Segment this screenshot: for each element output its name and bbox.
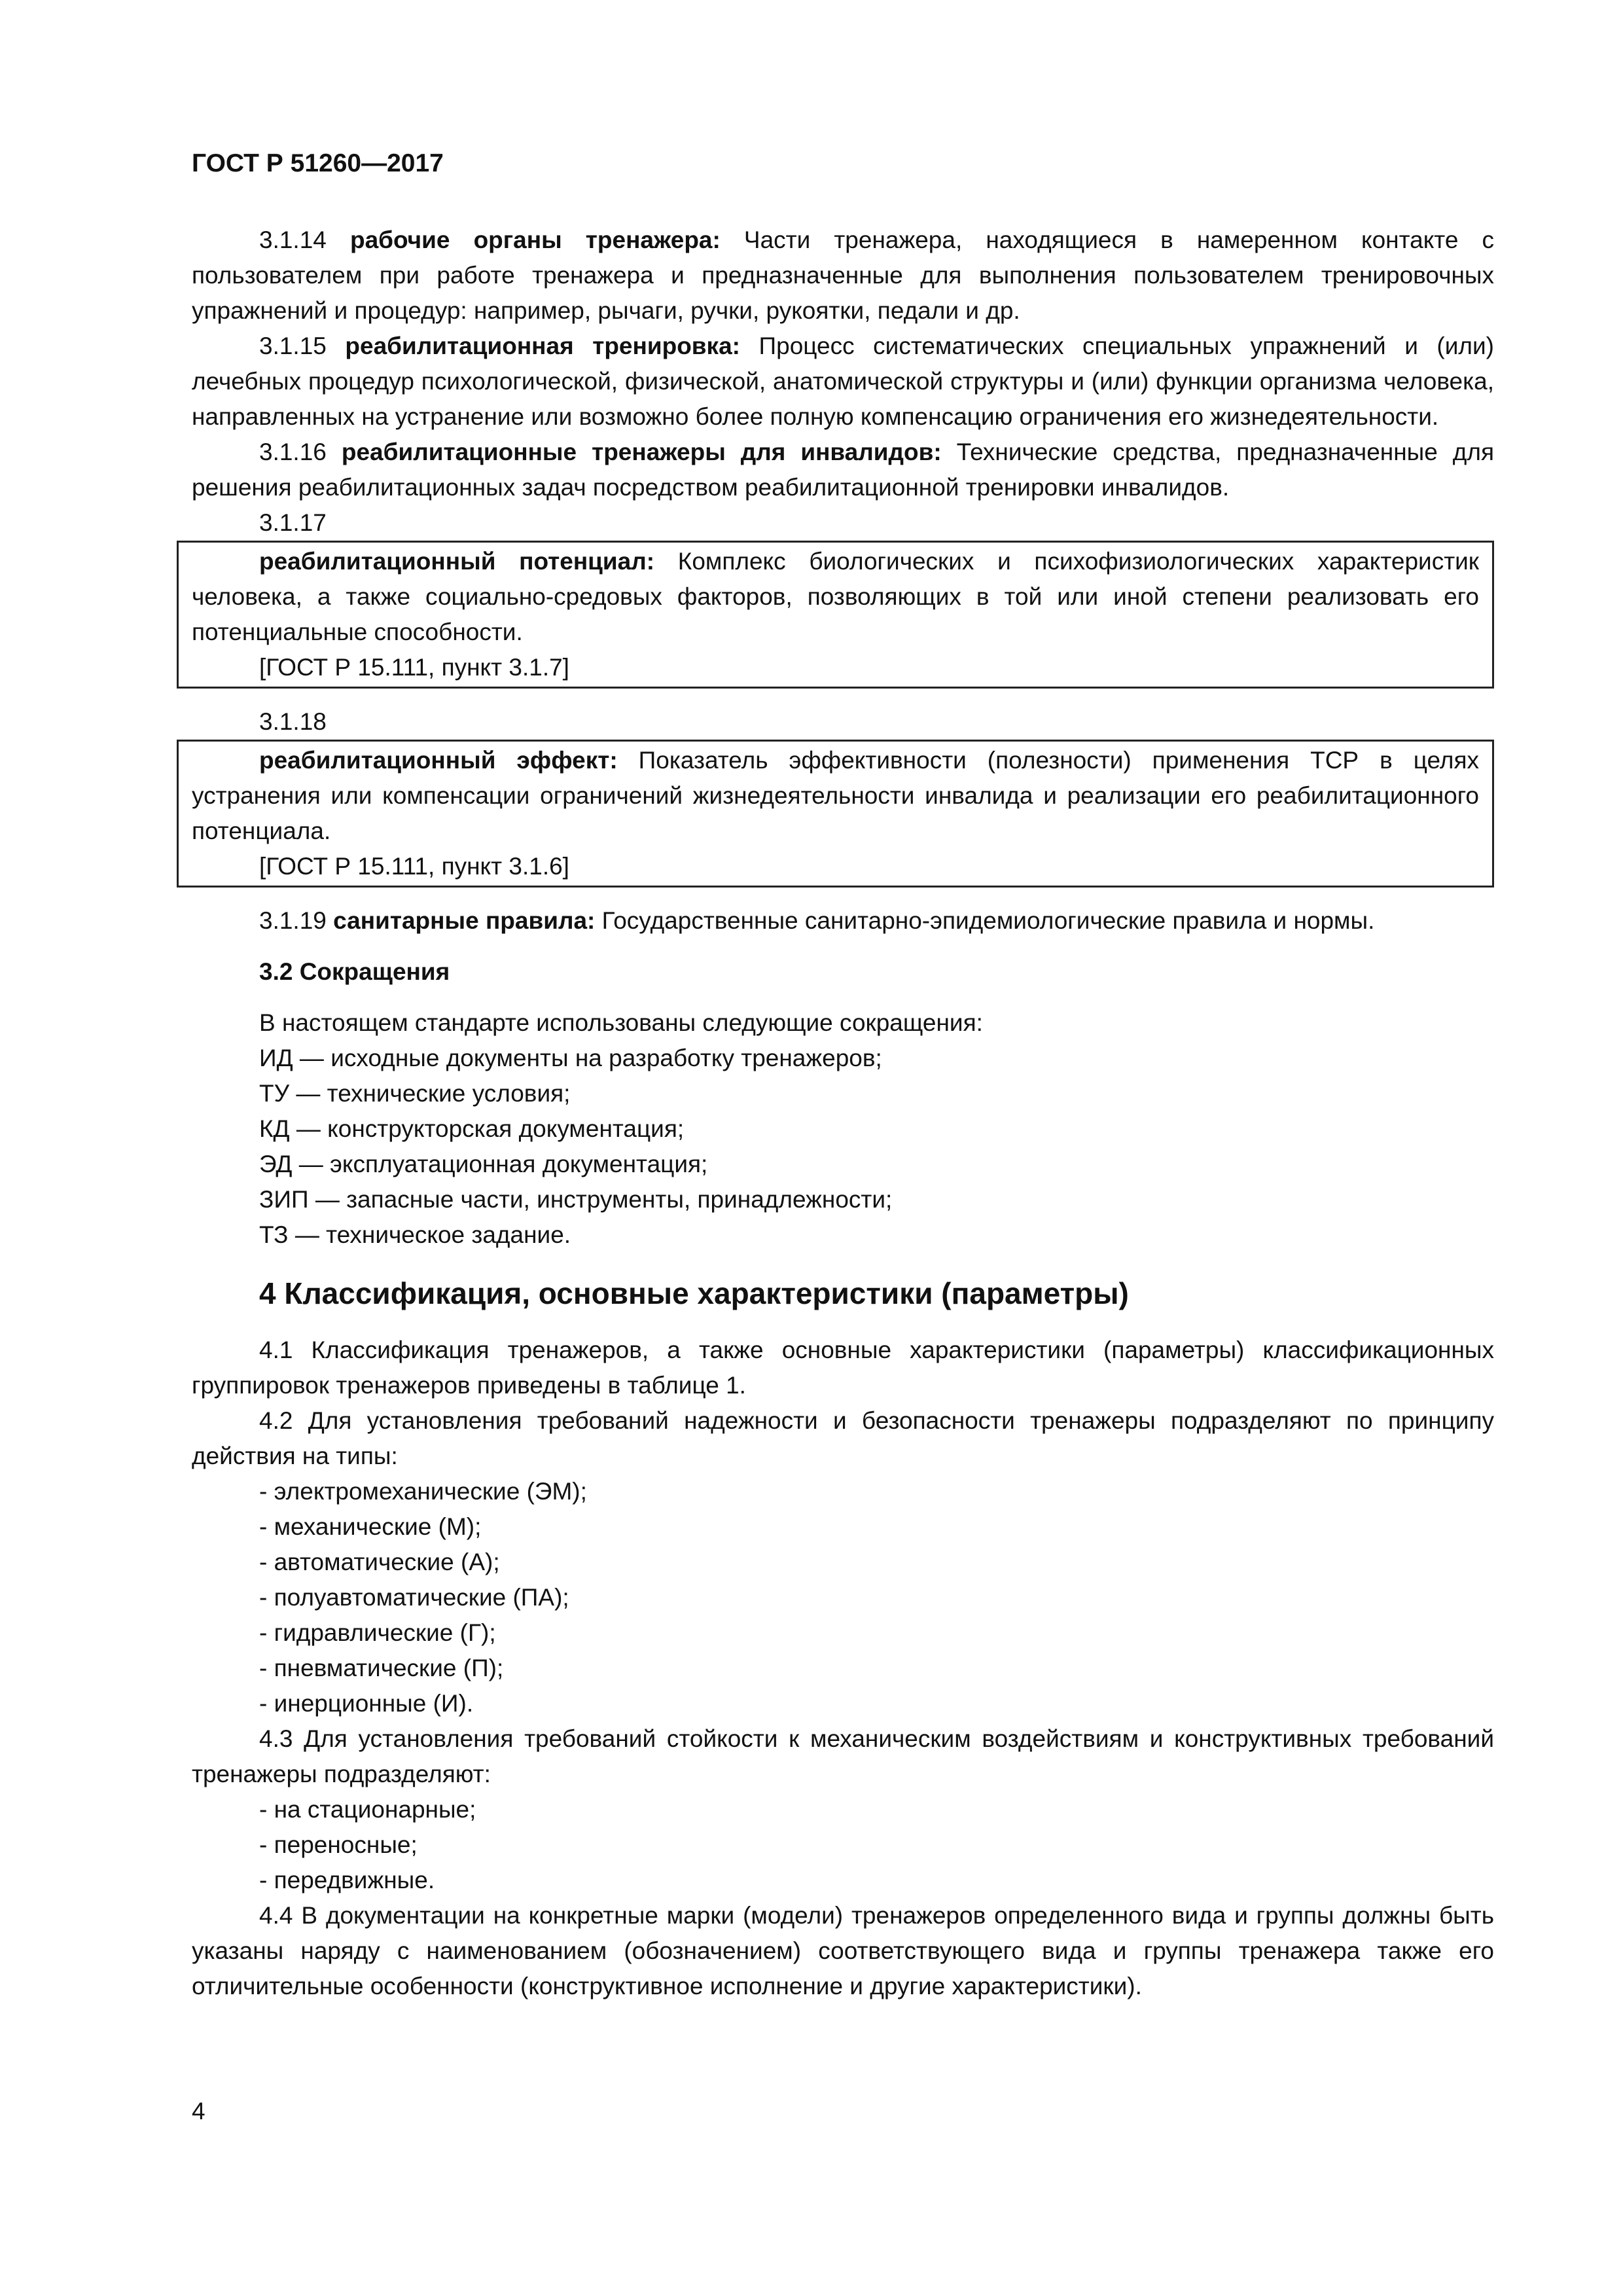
document-body [192, 223, 1494, 2004]
clause-4-3: 4.3 Для установления требований стойкости к механическим воздействиям и конструктивных требований тренажеры подразделяют: [192, 1725, 1494, 1787]
mobility-list-item: - передвижные. [259, 1867, 435, 1893]
term-name: реабилитационный потенциал: [259, 548, 655, 575]
type-list-item: - автоматические (А); [259, 1549, 500, 1575]
type-list-item: - механические (М); [259, 1513, 482, 1540]
term-3-1-14 [192, 223, 1494, 329]
term-3-1-16 [192, 435, 1494, 505]
clause-4-1: 4.1 Классификация тренажеров, а также основные характеристики (параметры) классификационных группировок тренажеров приведены в таблице 1. [192, 1336, 1494, 1399]
abbreviation-item: ТЗ — техническое задание. [259, 1221, 571, 1248]
term-number-3-1-17: 3.1.17 [259, 509, 327, 536]
term-definition: Показатель эффективности (полезности) применения ТСР в целях устранения или компенсации ограничений жизнедеятельности инвалида и реализации его реабилитационного потенциала. [192, 747, 1480, 844]
term-name: реабилитационные тренажеры для инвалидов: [341, 439, 942, 465]
term-entry [192, 743, 1479, 849]
type-list-item: - пневматические (П); [259, 1655, 504, 1681]
term-name: рабочие органы тренажера: [349, 226, 721, 253]
term-entry [192, 544, 1479, 650]
term-number: 3.1.19 [259, 907, 327, 934]
source-reference: [ГОСТ Р 15.111, пункт 3.1.7] [259, 654, 569, 681]
term-name: реабилитационный эффект: [259, 747, 618, 774]
abbreviation-item: ИД — исходные документы на разработку тренажеров; [259, 1045, 882, 1071]
mobility-list-item: - переносные; [259, 1831, 418, 1858]
term-definition: Технические средства, предназначенные для решения реабилитационных задач посредством реабилитационной тренировки инвалидов. [192, 439, 1495, 501]
section-heading-4: 4 Классификация, основные характеристики (параметры) [259, 1276, 1129, 1310]
abbreviations-intro: В настоящем стандарте использованы следующие сокращения: [259, 1009, 983, 1036]
mobility-list-item: - на стационарные; [259, 1796, 476, 1823]
type-list-item: - гидравлические (Г); [259, 1619, 496, 1646]
type-list-item: - электромеханические (ЭМ); [259, 1478, 587, 1505]
boxed-term-3-1-18 [177, 740, 1494, 888]
term-definition: Процесс систематических специальных упражнений и (или) лечебных процедур психологической, физической, анатомической структуры и (или) функции организма человека, направленных на устранение или возможно более полную компенсацию ограничения его жизнедеятельности. [192, 332, 1494, 430]
term-definition: Комплекс биологических и психофизиологических характеристик человека, а также социально-средовых факторов, позволяющих в той или иной степени реализовать его потенциальные способности. [192, 548, 1479, 645]
term-name: санитарные правила: [333, 907, 596, 934]
abbreviation-item: ТУ — технические условия; [259, 1080, 571, 1107]
term-definition: Части тренажера, находящиеся в намеренном контакте с пользователем при работе тренажера и предназначенные для выполнения пользователем тренировочных упражнений и процедур: например, рычаги, ручки, рукоятки, педали и др. [192, 226, 1495, 324]
term-name: реабилитационная тренировка: [345, 332, 740, 359]
term-3-1-19 [192, 903, 1494, 939]
clause-4-2: 4.2 Для установления требований надежности и безопасности тренажеры подразделяют по принципу действия на типы: [192, 1407, 1494, 1469]
abbreviation-item: КД — конструкторская документация; [259, 1115, 685, 1142]
subsection-heading-abbreviations: 3.2 Сокращения [259, 958, 450, 985]
standard-designation: ГОСТ Р 51260—2017 [192, 149, 444, 177]
term-3-1-15 [192, 329, 1494, 435]
abbreviation-item: ЭД — эксплуатационная документация; [259, 1151, 708, 1177]
type-list-item: - инерционные (И). [259, 1690, 474, 1717]
term-number: 3.1.15 [259, 332, 327, 359]
page-number: 4 [192, 2098, 205, 2125]
clause-4-4: 4.4 В документации на конкретные марки (модели) тренажеров определенного вида и группы должны быть указаны наряду с наименованием (обозначением) соответствующего вида и группы тренажера также его отличительные особенности (конструктивное исполнение и другие характеристики). [192, 1902, 1494, 2000]
term-number: 3.1.14 [259, 226, 327, 253]
type-list-item: - полуавтоматические (ПА); [259, 1584, 569, 1611]
term-definition: Государственные санитарно-эпидемиологические правила и нормы. [595, 907, 1375, 934]
boxed-term-3-1-17 [177, 541, 1494, 689]
term-number-3-1-18: 3.1.18 [259, 708, 327, 735]
term-number: 3.1.16 [259, 439, 327, 465]
source-reference: [ГОСТ Р 15.111, пункт 3.1.6] [259, 853, 569, 880]
abbreviation-item: ЗИП — запасные части, инструменты, принадлежности; [259, 1186, 893, 1213]
